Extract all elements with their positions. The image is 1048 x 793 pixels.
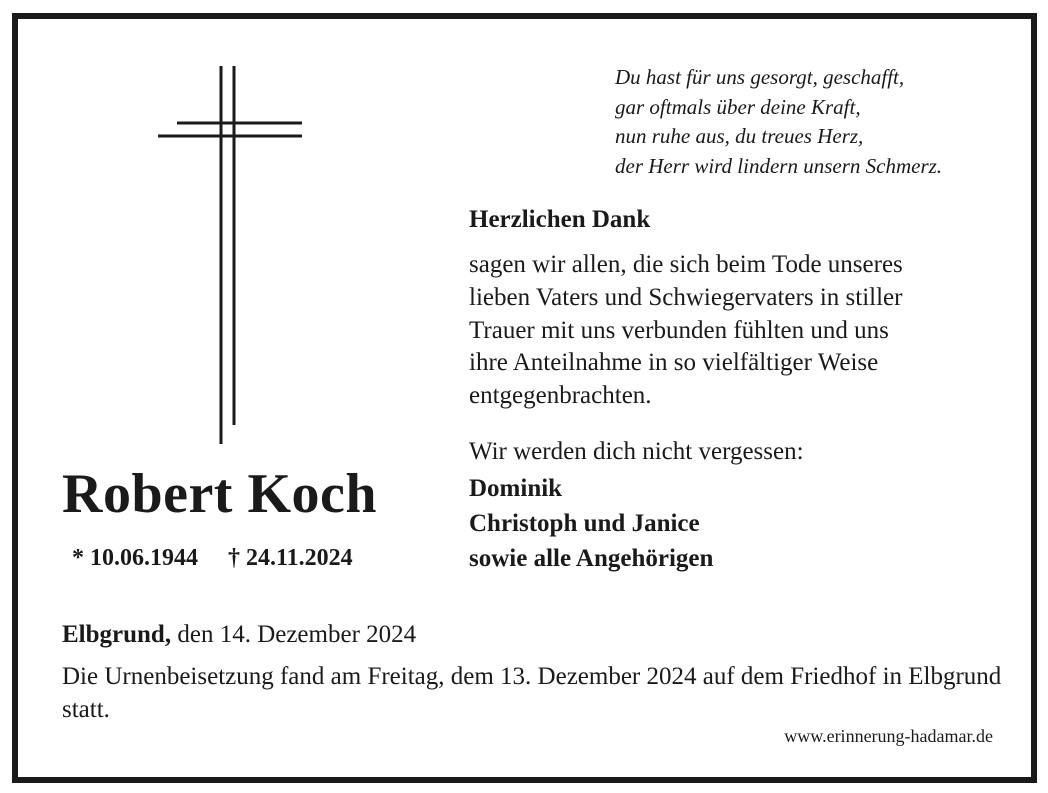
publication-date: den 14. Dezember 2024 <box>177 621 417 648</box>
signer-name: sowie alle Angehörigen <box>469 545 714 572</box>
thanks-heading: Herzlichen Dank <box>469 206 651 233</box>
poem-line: der Herr wird lindern unsern Schmerz. <box>615 153 943 178</box>
poem-verse <box>615 63 942 181</box>
remember-line: Wir werden dich nicht vergessen: <box>469 438 804 465</box>
birth-date: * 10.06.1944 <box>72 545 198 571</box>
thanks-line: Trauer mit uns verbunden fühlten und uns <box>469 316 889 344</box>
place-date <box>62 621 416 649</box>
poem-line: nun ruhe aus, du treues Herz, <box>615 124 864 148</box>
thanks-text <box>469 249 903 413</box>
life-dates <box>72 545 353 572</box>
obituary-frame <box>12 13 1037 783</box>
burial-note: Die Urnenbeisetzung fand am Freitag, dem 13. Dezember 2024 auf dem Friedhof in Elbgrund statt. <box>62 663 1002 723</box>
signer-name: Christoph und Janice <box>469 510 700 537</box>
deceased-name: Robert Koch <box>62 463 378 525</box>
place-name: Elbgrund, <box>62 621 172 648</box>
signer-name: Dominik <box>469 475 563 502</box>
death-date: † 24.11.2024 <box>228 545 353 571</box>
website-link[interactable]: www.erinnerung-hadamar.de <box>784 726 993 746</box>
poem-line: Du hast für uns gesorgt, geschafft, <box>615 65 905 89</box>
signers-list <box>469 471 713 576</box>
cross-icon <box>18 19 318 459</box>
thanks-line: entgegenbrachten. <box>469 382 652 410</box>
thanks-line: ihre Anteilnahme in so vielfältiger Weise <box>469 349 879 377</box>
poem-line: gar oftmals über deine Kraft, <box>615 94 861 119</box>
thanks-line: lieben Vaters und Schwiegervaters in stiller <box>469 283 903 311</box>
thanks-line: sagen wir allen, die sich beim Tode unseres <box>469 251 903 278</box>
